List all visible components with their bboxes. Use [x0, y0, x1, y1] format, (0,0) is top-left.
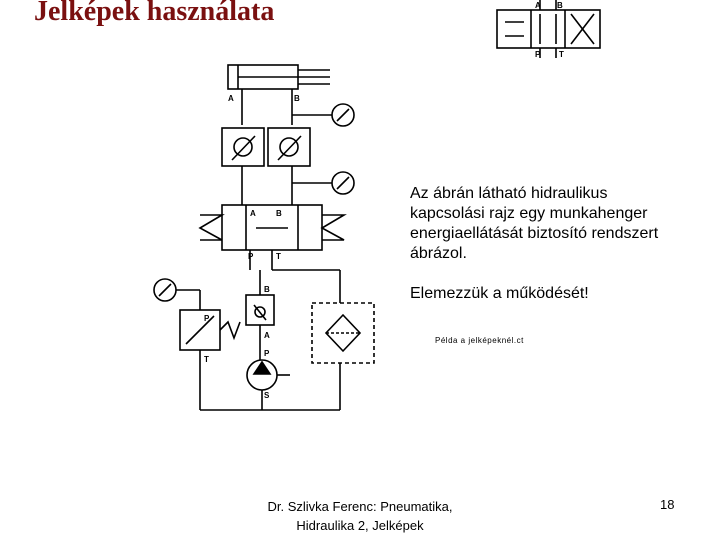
pump-icon — [247, 360, 290, 410]
return-line-icon — [200, 270, 340, 410]
symbol-port-b: B — [557, 1, 563, 10]
symbol-port-t: T — [559, 50, 564, 59]
footer-line-1: Dr. Szlivka Ferenc: Pneumatika, — [267, 499, 453, 514]
directional-valve-icon — [200, 205, 344, 270]
check-valve-icon — [246, 270, 274, 360]
flow-control-valve-icon — [222, 128, 310, 205]
valve-symbol-icon — [497, 0, 600, 58]
valve-port-b: B — [276, 209, 282, 218]
page-number: 18 — [660, 497, 675, 512]
symbol-port-p: P — [535, 50, 541, 59]
pump-port-p: P — [264, 349, 270, 358]
relief-valve-icon — [180, 290, 240, 410]
pump-port-s: S — [264, 391, 270, 400]
description-line-2: Elemezzük a működését! — [410, 285, 589, 302]
valve-port-a: A — [250, 209, 256, 218]
valve-port-p: P — [248, 252, 254, 261]
symbol-port-a: A — [535, 1, 541, 10]
filter-icon — [312, 303, 374, 363]
description-text — [410, 184, 680, 304]
check-port-a: A — [264, 331, 270, 340]
relief-port-t: T — [204, 355, 209, 364]
footer-credits — [250, 497, 470, 535]
footer-line-2: Hidraulika 2, Jelképek — [296, 518, 424, 533]
pressure-gauge-icon — [154, 104, 354, 301]
port-label-a: A — [228, 94, 234, 103]
relief-port-p: P — [204, 314, 210, 323]
slide-title: Jelképek használata — [34, 0, 275, 27]
cylinder-icon — [228, 65, 332, 125]
check-port-b: B — [264, 285, 270, 294]
valve-port-t: T — [276, 252, 281, 261]
port-label-b: B — [294, 94, 300, 103]
diagram-caption: Példa a jelképeknél.ct — [435, 336, 524, 345]
description-line-1: Az ábrán látható hidraulikus kapcsolási rajz egy munkahenger energiaellátását biztosító rendszert ábrázol. — [410, 185, 659, 262]
